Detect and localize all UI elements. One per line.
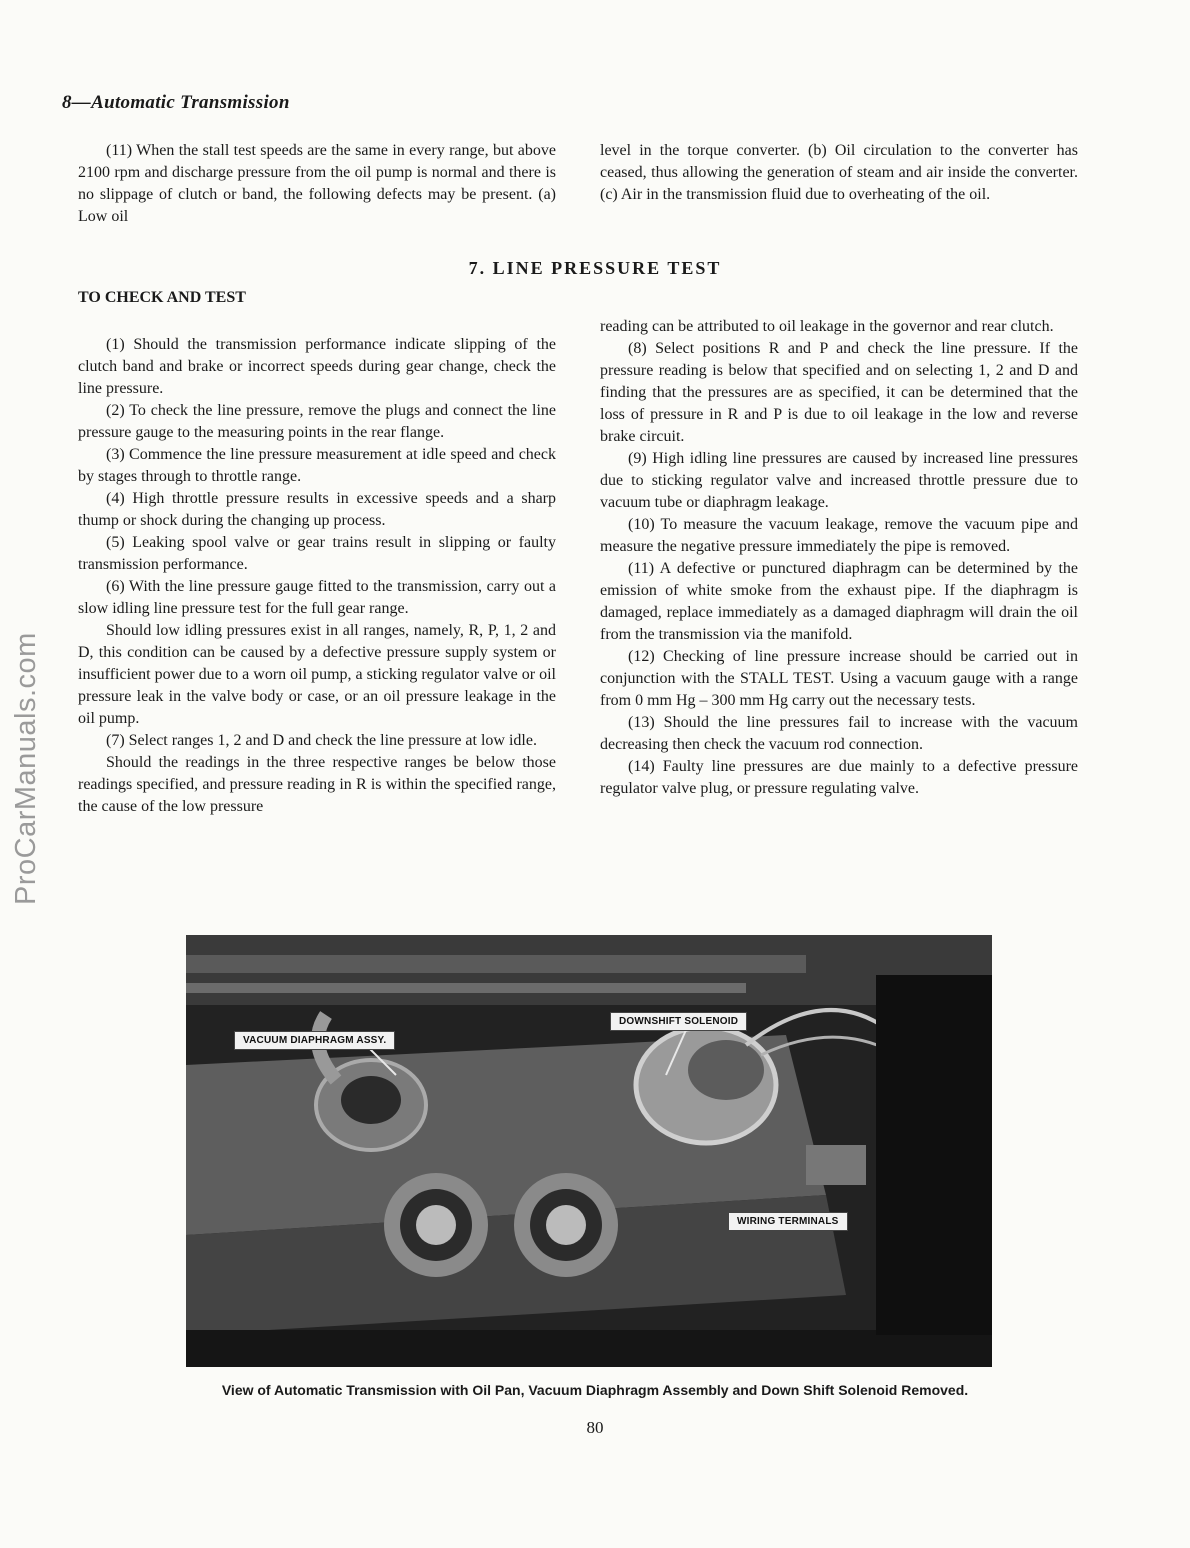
intro-right-column <box>600 140 1078 228</box>
paragraph: reading can be attributed to oil leakage in the governor and rear clutch. <box>600 318 1054 335</box>
paragraph: (14) Faulty line pressures are due mainly to a defective pressure regulator valve plug, or pressure regulating valve. <box>600 758 1078 797</box>
paragraph: (4) High throttle pressure results in excessive speeds and a sharp thump or shock during the changing up process. <box>78 490 556 529</box>
paragraph: Should the readings in the three respective ranges be below those readings specified, and pressure reading in R is within the specified range, the cause of the low pressure <box>78 754 556 815</box>
callout-wiring-terminals: WIRING TERMINALS <box>728 1212 848 1231</box>
right-column <box>600 316 1078 818</box>
intro-paragraph: (11) When the stall test speeds are the same in every range, but above 2100 rpm and discharge pressure from the oil pump is normal and there is no slippage of clutch or band, the following defects may be present. (a) Low oil <box>78 142 556 225</box>
paragraph: (13) Should the line pressures fail to increase with the vacuum decreasing then check the vacuum rod connection. <box>600 714 1078 753</box>
figure-caption: View of Automatic Transmission with Oil Pan, Vacuum Diaphragm Assembly and Down Shift Solenoid Removed. <box>221 1382 969 1398</box>
main-columns <box>78 316 1078 818</box>
paragraph: (1) Should the transmission performance indicate slipping of the clutch band and brake or incorrect speeds during gear change, check the line pressure. <box>78 336 556 397</box>
watermark: ProCarManuals.com <box>10 632 42 905</box>
intro-paragraph: level in the torque converter. (b) Oil circulation to the converter has ceased, thus allowing the generation of steam and air inside the converter. (c) Air in the transmission fluid due to overheating of the oil. <box>600 142 1078 203</box>
paragraph: (11) A defective or punctured diaphragm can be determined by the emission of white smoke from the exhaust pipe. If the diaphragm is damaged, replace immediately as a damaged diaphragm will drain the oil from the transmission via the manifold. <box>600 560 1078 643</box>
paragraph: Should low idling pressures exist in all ranges, namely, R, P, 1, 2 and D, this condition can be caused by a defective pressure supply system or insufficient power due to a worn oil pump, a sticking regulator valve or oil pressure leak in the valve body or case, or an oil pressure leakage in the oil pump. <box>78 622 556 727</box>
section-subhead: TO CHECK AND TEST <box>78 289 246 306</box>
intro-left-column <box>78 140 556 228</box>
paragraph: (10) To measure the vacuum leakage, remove the vacuum pipe and measure the negative pressure immediately the pipe is removed. <box>600 516 1078 555</box>
callout-vacuum-diaphragm: VACUUM DIAPHRAGM ASSY. <box>234 1031 395 1050</box>
paragraph: (8) Select positions R and P and check the line pressure. If the pressure reading is below that specified and on selecting 1, 2 and D and finding that the pressures are as specified, it can be determined that the loss of pressure in R and P is due to oil leakage in the low and reverse brake circuit. <box>600 340 1078 445</box>
paragraph: (6) With the line pressure gauge fitted to the transmission, carry out a slow idling line pressure test for the full gear range. <box>78 578 556 617</box>
section-title: 7. LINE PRESSURE TEST <box>468 258 722 278</box>
paragraph: (5) Leaking spool valve or gear trains result in slipping or faulty transmission performance. <box>78 534 556 573</box>
transmission-illustration <box>186 935 992 1367</box>
intro-columns <box>78 140 1078 228</box>
page-header: 8—Automatic Transmission <box>62 92 290 113</box>
paragraph: (9) High idling line pressures are caused by increased line pressures due to sticking regulator valve and increased throttle pressure due to vacuum tube or diaphragm leakage. <box>600 450 1078 511</box>
page-number: 80 <box>586 1418 604 1437</box>
paragraph: (2) To check the line pressure, remove the plugs and connect the line pressure gauge to the measuring points in the rear flange. <box>78 402 556 441</box>
paragraph: (7) Select ranges 1, 2 and D and check the line pressure at low idle. <box>106 732 537 749</box>
paragraph: (12) Checking of line pressure increase should be carried out in conjunction with the STALL TEST. Using a vacuum gauge with a range from 0 mm Hg – 300 mm Hg carry out the necessary tests. <box>600 648 1078 709</box>
paragraph: (3) Commence the line pressure measurement at idle speed and check by stages through to throttle range. <box>78 446 556 485</box>
transmission-photo <box>186 935 992 1367</box>
left-column <box>78 316 556 818</box>
callout-downshift-solenoid: DOWNSHIFT SOLENOID <box>610 1012 747 1031</box>
